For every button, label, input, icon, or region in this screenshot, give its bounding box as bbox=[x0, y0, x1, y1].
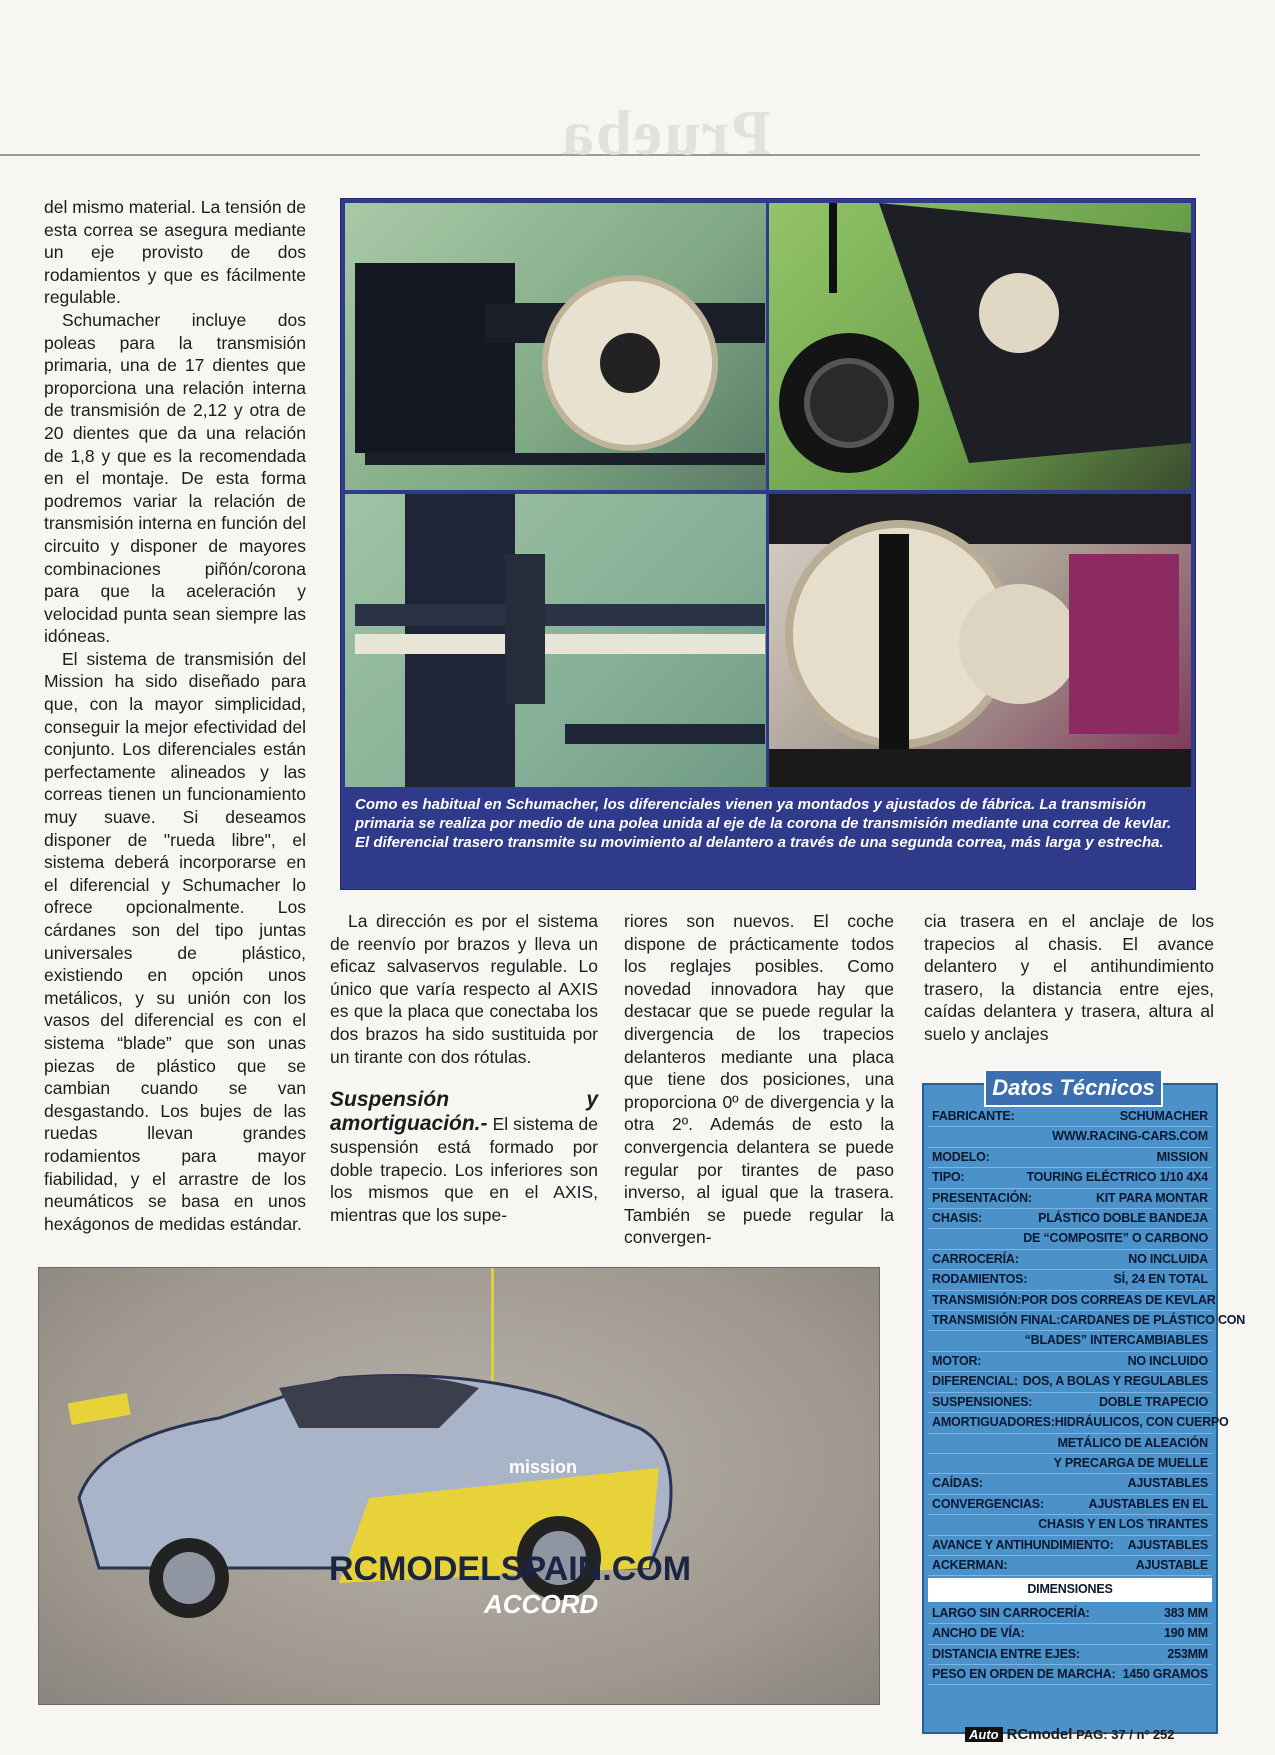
spec-label: AVANCE Y ANTIHUNDIMIENTO: bbox=[932, 1537, 1114, 1552]
spec-label: DISTANCIA ENTRE EJES: bbox=[932, 1646, 1080, 1661]
spec-row bbox=[928, 1556, 1212, 1576]
spec-label: PRESENTACIÓN: bbox=[932, 1190, 1032, 1205]
subheading: Suspensión y amortiguación.- bbox=[330, 1088, 598, 1136]
spec-label: CARROCERÍA: bbox=[932, 1251, 1019, 1266]
paragraph: El sistema de transmisión del Mission ha sido diseñado para que, con la mayor simplicidad, conseguir la mejor efectividad del conjunto. Los diferenciales están perfectamente alineados y las correas tienen un funcionamiento muy suave. Si deseamos disponer de "rueda libre", el sistema deberá incorporarse en el diferencial y Schumacher lo ofrece opcionalmente. Los cárdanes son del tipo juntas universales de plástico, existiendo en opción unos metálicos, y su unión con los vasos del diferencial es con el sistema “blade” que son unas piezas de plástico que se cambian cuando se van desgastando. Los bujes de las ruedas llevan grandes rodamientos para mayor fiabilidad, y el arrastre de los neumáticos se basa en unos hexágonos de medidas estándar. bbox=[44, 648, 306, 1234]
spec-label: AMORTIGUADORES: bbox=[932, 1415, 1055, 1430]
datos-tecnicos-title: Datos Técnicos bbox=[984, 1069, 1163, 1107]
spec-row bbox=[928, 1311, 1246, 1331]
section-header-mirrored: Prueba bbox=[560, 97, 772, 168]
spec-value: METÁLICO DE ALEACIÓN bbox=[1057, 1435, 1208, 1450]
photo-rc-car bbox=[38, 1267, 880, 1705]
spec-row bbox=[928, 1250, 1212, 1270]
photo-transmission-belts bbox=[345, 494, 766, 787]
car-livery-mission: mission bbox=[509, 1457, 578, 1477]
spec-label: CONVERGENCIAS: bbox=[932, 1496, 1044, 1511]
paragraph-suspension bbox=[330, 1088, 598, 1226]
paragraph: del mismo material. La tensión de esta correa se asegura mediante un eje provisto de dos rodamientos y que es fácilmente regulable. bbox=[44, 197, 306, 308]
spec-value: AJUSTABLES bbox=[1127, 1537, 1208, 1552]
footer-brand-auto: Auto bbox=[965, 1727, 1003, 1742]
spec-row bbox=[928, 1372, 1212, 1392]
spec-label: MOTOR: bbox=[932, 1353, 982, 1368]
spec-value: DOS, A BOLAS Y REGULABLES bbox=[1022, 1374, 1208, 1389]
spec-value: POR DOS CORREAS DE KEVLAR bbox=[1021, 1292, 1216, 1307]
spec-label: MODELO: bbox=[932, 1149, 990, 1164]
text-column-1 bbox=[44, 196, 306, 1235]
spec-row bbox=[928, 1189, 1212, 1209]
spec-label: CHASIS: bbox=[932, 1211, 982, 1226]
paragraph-text: El sistema de suspensión está formado por doble trapecio. Los inferiores son los mismos que en el AXIS, mientras que los supe- bbox=[330, 1114, 598, 1225]
spec-value: “BLADES” INTERCAMBIABLES bbox=[1024, 1333, 1208, 1348]
spec-value: 190 MM bbox=[1164, 1626, 1208, 1641]
text-column-2 bbox=[330, 910, 598, 1227]
spec-value: PLÁSTICO DOBLE BANDEJA bbox=[1038, 1211, 1208, 1226]
spec-value: SÍ, 24 EN TOTAL bbox=[1113, 1272, 1208, 1287]
spec-row bbox=[928, 1393, 1212, 1413]
spec-value: MISSION bbox=[1156, 1149, 1208, 1164]
spec-row bbox=[928, 1331, 1212, 1351]
spec-label: TIPO: bbox=[932, 1170, 965, 1185]
spec-label: RODAMIENTOS: bbox=[932, 1272, 1028, 1287]
spec-value: CHASIS Y EN LOS TIRANTES bbox=[1038, 1517, 1208, 1532]
spec-label: FABRICANTE: bbox=[932, 1109, 1015, 1123]
spec-value: WWW.RACING-CARS.COM bbox=[1052, 1129, 1208, 1144]
car-livery-accord: ACCORD bbox=[484, 1589, 599, 1619]
spec-row bbox=[928, 1352, 1212, 1372]
spec-label: SUSPENSIONES: bbox=[932, 1394, 1033, 1409]
spec-value: 1450 GRAMOS bbox=[1122, 1666, 1208, 1681]
footer-brand-rcmodel: RCmodel bbox=[1006, 1726, 1073, 1743]
paragraph: La dirección es por el sistema de reenvío por brazos y lleva un eficaz salvaservos regulable. Lo único que varía respecto al AXIS es que la placa que conectaba los dos brazos ha sido sustituida por un tirante con dos rótulas. bbox=[330, 911, 598, 1067]
text-column-3 bbox=[624, 910, 894, 1249]
spec-label: CAÍDAS: bbox=[932, 1476, 983, 1491]
paragraph: Schumacher incluye dos poleas para la transmisión primaria, una de 17 dientes que proporciona una relación interna de transmisión de 2,12 y otra de 20 dientes que da una relación de 1,8 y que es la recomendada en el montaje. De esta forma podremos variar la relación de transmisión interna en función del circuito y disponer de mayores combinaciones piñón/corona para que la aceleración y velocidad punta sean siempre las idóneas. bbox=[44, 309, 306, 647]
dimensions-title: DIMENSIONES bbox=[928, 1578, 1212, 1601]
spec-row bbox=[928, 1645, 1212, 1665]
spec-label: ACKERMAN: bbox=[932, 1557, 1008, 1572]
spec-value: 383 MM bbox=[1164, 1605, 1208, 1620]
datos-tecnicos-table bbox=[928, 1107, 1246, 1685]
spec-value: AJUSTABLES bbox=[1127, 1476, 1208, 1491]
spec-value: 253MM bbox=[1167, 1646, 1208, 1661]
car-livery-text: RCMODELSPAIN.COM bbox=[329, 1550, 692, 1588]
spec-label: ANCHO DE VÍA: bbox=[932, 1626, 1025, 1641]
photo-transmission-top bbox=[345, 203, 766, 490]
spec-row bbox=[928, 1148, 1212, 1168]
spec-row bbox=[928, 1495, 1212, 1515]
spec-value: NO INCLUIDA bbox=[1128, 1251, 1208, 1266]
spec-row bbox=[928, 1454, 1212, 1474]
photo-differential-gear bbox=[769, 494, 1191, 787]
text-column-4 bbox=[924, 910, 1214, 1046]
spec-row bbox=[928, 1209, 1212, 1229]
spec-row bbox=[928, 1413, 1229, 1433]
spec-row bbox=[928, 1434, 1212, 1454]
spec-value: HIDRÁULICOS, CON CUERPO bbox=[1054, 1415, 1229, 1430]
spec-value: NO INCLUIDO bbox=[1127, 1353, 1208, 1368]
footer-page-number: PAG: 37 / nº 252 bbox=[1076, 1727, 1175, 1742]
photo-caption: Como es habitual en Schumacher, los diferenciales vienen ya montados y ajustados de fábrica. La transmisión primaria se realiza por medio de una polea unida al eje de la corona de transmisión mediante una correa de kevlar. El diferencial trasero transmite su movimiento al delantero a través de una segunda correa, más larga y estrecha. bbox=[355, 796, 1172, 851]
spec-label: DIFERENCIAL: bbox=[932, 1374, 1018, 1389]
photo-collage bbox=[340, 198, 1196, 890]
spec-row bbox=[928, 1665, 1212, 1685]
spec-row bbox=[928, 1515, 1212, 1535]
spec-row bbox=[928, 1229, 1212, 1249]
spec-row bbox=[928, 1270, 1212, 1290]
spec-row bbox=[928, 1107, 1212, 1127]
spec-label: PESO EN ORDEN DE MARCHA: bbox=[932, 1666, 1116, 1681]
spec-value: KIT PARA MONTAR bbox=[1095, 1190, 1208, 1205]
spec-value: CARDANES DE PLÁSTICO CON bbox=[1060, 1313, 1246, 1328]
spec-label: TRANSMISIÓN: bbox=[932, 1292, 1022, 1307]
spec-value: Y PRECARGA DE MUELLE bbox=[1053, 1455, 1208, 1470]
spec-value: SCHUMACHER bbox=[1119, 1109, 1208, 1123]
spec-value: TOURING ELÉCTRICO 1/10 4X4 bbox=[1026, 1170, 1208, 1185]
spec-row bbox=[928, 1127, 1212, 1147]
spec-row bbox=[928, 1624, 1212, 1644]
spec-row bbox=[928, 1474, 1212, 1494]
photo-chassis-wheel bbox=[769, 203, 1191, 490]
spec-value: DOBLE TRAPECIO bbox=[1098, 1394, 1208, 1409]
spec-row bbox=[928, 1168, 1212, 1188]
paragraph: riores son nuevos. El coche dispone de prácticamente todos los reglajes posibles. Como novedad innovadora hay que destacar que se puede regular la divergencia de los trapecios delanteros mediante una placa que tiene dos posiciones, una proporciona 0º de divergencia y la otra 2º. Además de esto la convergencia delantera se puede regular por tirantes de paso inverso, al igual que la trasera. También se puede regular la convergen- bbox=[624, 911, 894, 1248]
spec-label: LARGO SIN CARROCERÍA: bbox=[932, 1605, 1090, 1620]
spec-value: DE “COMPOSITE” O CARBONO bbox=[1023, 1231, 1208, 1246]
spec-row bbox=[928, 1604, 1212, 1624]
datos-tecnicos-box bbox=[922, 1075, 1246, 1734]
paragraph: cia trasera en el anclaje de los trapecios al chasis. El avance delantero y el antihundimiento trasero, la distancia entre ejes, caídas delantera y trasera, altura al suelo y anclajes bbox=[924, 911, 1214, 1044]
spec-value: AJUSTABLES EN EL bbox=[1088, 1496, 1208, 1511]
spec-value: AJUSTABLE bbox=[1135, 1557, 1208, 1572]
page-footer bbox=[965, 1726, 1175, 1743]
spec-label: TRANSMISIÓN FINAL: bbox=[932, 1313, 1061, 1328]
spec-row bbox=[928, 1536, 1212, 1556]
spec-row bbox=[928, 1291, 1216, 1311]
